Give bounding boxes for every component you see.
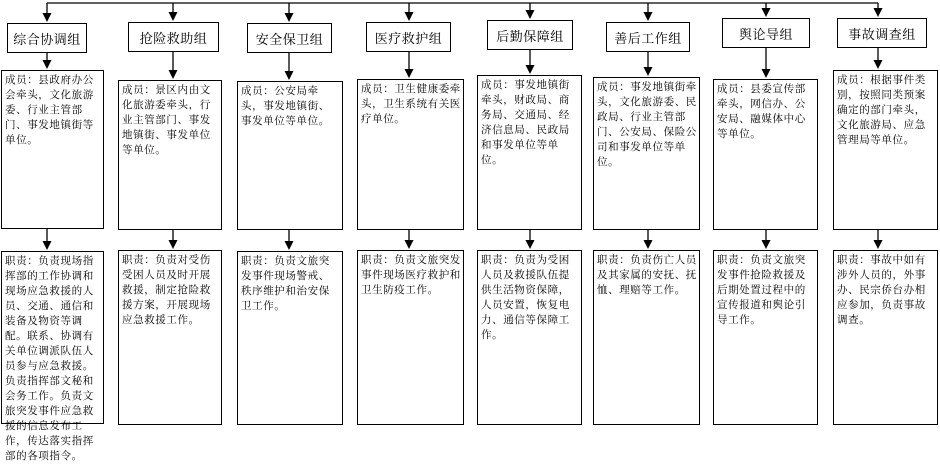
- group-1-title: 综合协调组: [7, 23, 87, 53]
- group-6-duties: 职责：负责伤亡人员及其家属的安抚、抚恤、理赔等工作。: [593, 250, 700, 425]
- group-3-title: 安全保卫组: [247, 23, 332, 53]
- group-3-members: 成员：公安局牵头，事发地镇街、事发单位等单位。: [237, 81, 343, 230]
- arrow-to-title-6: [644, 3, 653, 21]
- arrow-to-duties-6: [644, 230, 653, 249]
- group-5-members: 成员：事发地镇街牵头，财政局、商务局、交通局、经济信息局、民政局和事发单位等单位。: [477, 75, 582, 230]
- group-2-duties: 职责：负责对受伤受困人员及时开展救援，制定抢险救援方案，开展现场应急救援工作。: [118, 250, 222, 425]
- group-1-duties: 职责：负责现场指挥部的工作协调和现场应急救援的人员、交通、通信和装备及物资等调配。联系、协调有关单位调派队伍人员参与应急救援。负责指挥部文秘和会务工作。负责文旅突发事件应急救援的信息发布工作，传达落实指挥部的各项指令。: [1, 251, 104, 424]
- group-5-title: 后勤保障组: [487, 20, 573, 50]
- group-7-duties: 职责：负责文旅突发事件抢险救援及后期处置过程中的宣传报道和舆论引导工作。: [713, 250, 818, 425]
- arrow-to-title-5: [526, 3, 535, 19]
- group-1-members: 成员：县政府办公会牵头，文化旅游委、行业主管部门、事发地镇街等单位。: [1, 70, 104, 229]
- arrow-to-duties-4: [405, 230, 414, 249]
- group-4-members: 成员：卫生健康委牵头，卫生系统有关医疗单位。: [357, 79, 464, 230]
- group-4-duties: 职责：负责文旅突发事件现场医疗救护和卫生防疫工作。: [357, 250, 464, 425]
- group-4-title: 医疗救护组: [366, 22, 451, 52]
- arrow-to-duties-5: [526, 230, 535, 249]
- arrow-to-title-1: [43, 3, 52, 22]
- arrow-to-duties-3: [285, 230, 294, 250]
- group-2-title: 抢险救助组: [128, 22, 219, 52]
- arrow-to-title-4: [405, 3, 414, 21]
- group-8-duties: 职责：事故中如有涉外人员的，外事办、民宗侨台办相应参加，负责事故调查。: [833, 250, 938, 425]
- arrow-to-duties-8: [874, 230, 883, 249]
- group-5-duties: 职责：负责为受困人员及救援队伍提供生活物资保障，人员安置，恢复电力、通信等保障工作。: [477, 250, 582, 425]
- arrow-to-members-8: [874, 48, 883, 69]
- group-6-title: 善后工作组: [606, 22, 690, 52]
- arrow-to-members-4: [405, 52, 414, 78]
- arrow-to-title-8: [874, 3, 883, 17]
- arrow-to-duties-1: [43, 229, 52, 250]
- arrow-to-members-1: [43, 53, 52, 69]
- arrow-to-duties-2: [169, 230, 178, 249]
- arrow-to-members-6: [644, 52, 653, 76]
- arrow-to-members-7: [762, 48, 771, 78]
- arrow-to-duties-7: [762, 230, 771, 249]
- group-2-members: 成员：景区内由文化旅游委牵头，行业主管部门、事发地镇街、事发单位等单位。: [118, 80, 222, 230]
- arrow-to-title-7: [762, 3, 771, 17]
- group-6-members: 成员：事发地镇街牵头，文化旅游委、民政局、行业主管部门、公安局、保险公司和事发单位等单位。: [593, 77, 700, 230]
- arrow-to-title-3: [285, 3, 294, 22]
- group-8-members: 成员：根据事件类别，按照同类预案确定的部门牵头，文化旅游局、应急管理局等单位。: [833, 70, 938, 230]
- arrow-to-members-3: [285, 53, 294, 80]
- arrow-to-members-2: [169, 52, 178, 79]
- group-7-title: 舆论导组: [722, 18, 810, 48]
- group-7-members: 成员：县委宣传部牵头，网信办、公安局、融媒体中心等单位。: [713, 79, 818, 230]
- arrow-to-title-2: [169, 3, 178, 21]
- group-8-title: 事故调查组: [837, 18, 927, 48]
- arrow-to-members-5: [526, 50, 535, 74]
- group-3-duties: 职责：负责文旅突发事件现场警戒、秩序维护和治安保卫工作。: [237, 251, 343, 425]
